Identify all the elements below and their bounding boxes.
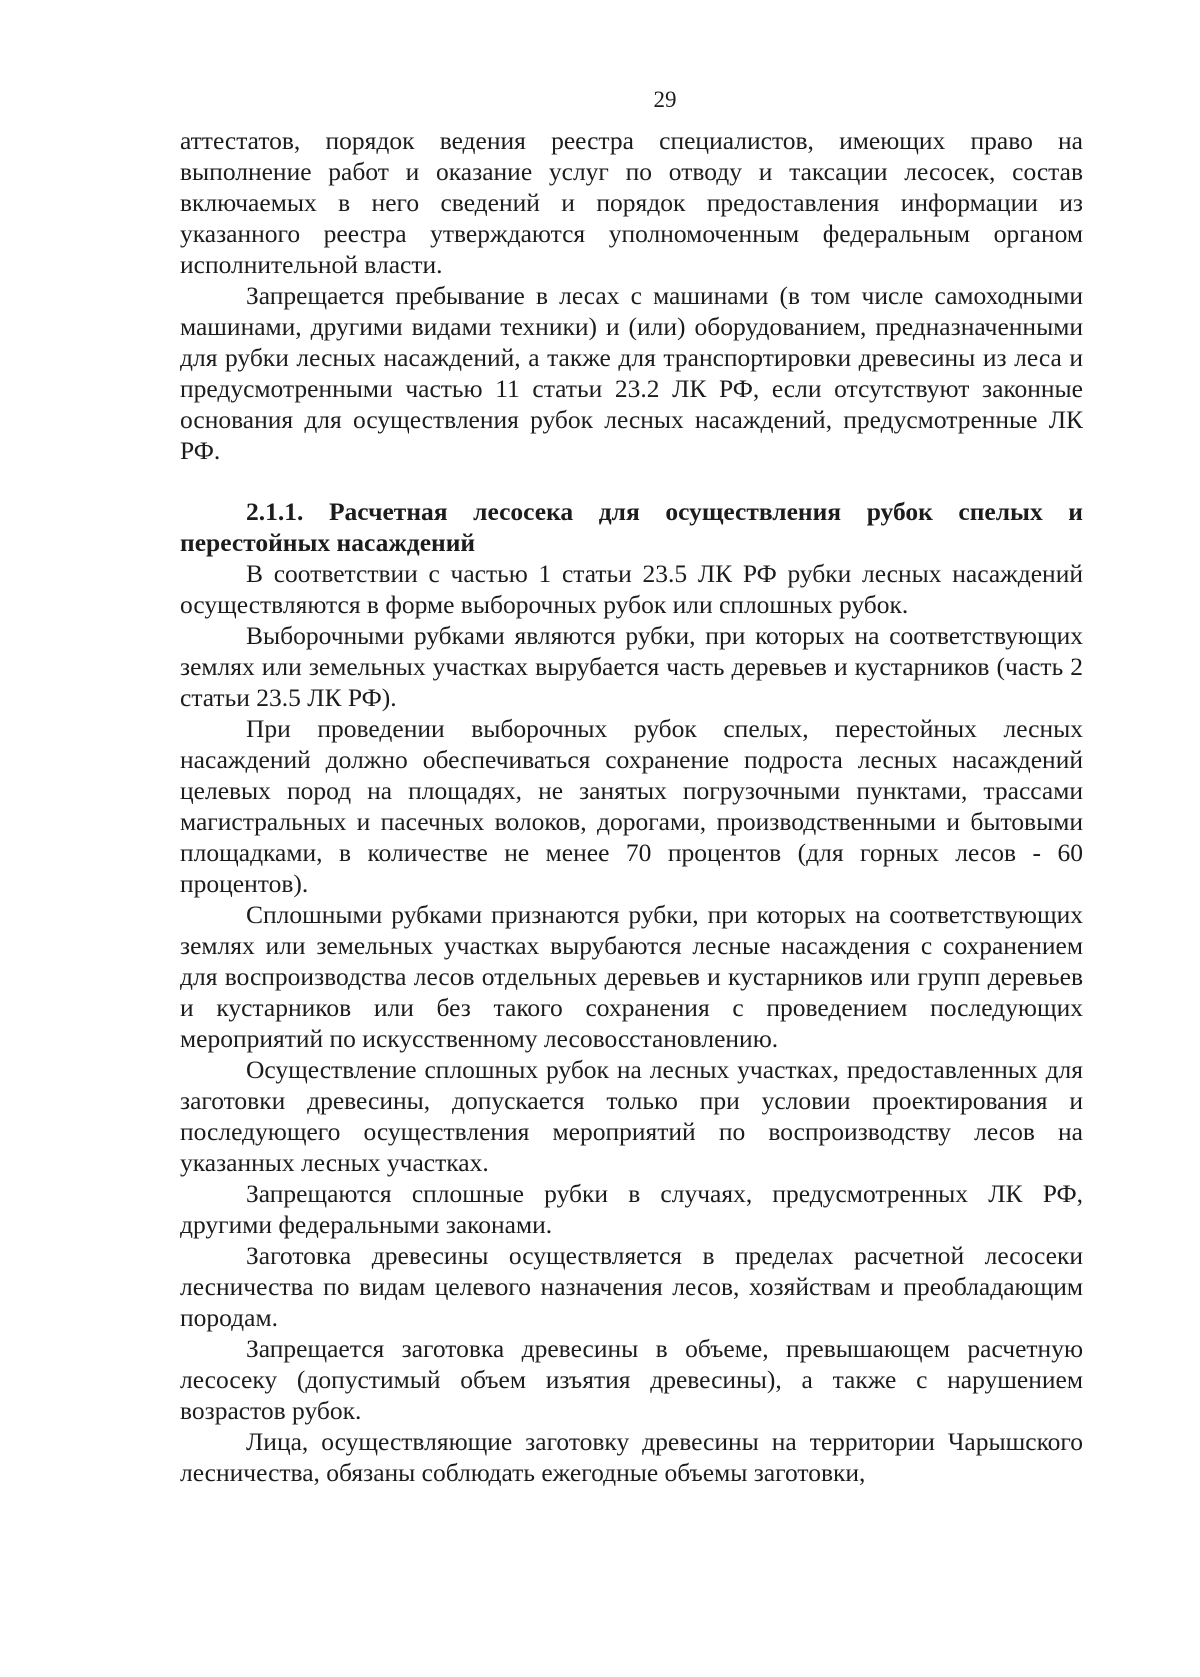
paragraph-continued: аттестатов, порядок ведения реестра специалистов, имеющих право на выполнение работ и оказание услуг по отводу и таксации лесосек, состав включаемых в него сведений и порядок предоставления информации из указанного реестра утверждаются уполномоченным федеральным органом исполнительной власти. [180, 126, 1083, 279]
paragraph-harvest-limits: Заготовка древесины осуществляется в пределах расчетной лесосеки лесничества по видам целевого назначения лесов, хозяйствам и преобладающим породам. [180, 1241, 1083, 1332]
paragraph-selective-felling: Выборочными рубками являются рубки, при которых на соответствующих землях или земельных участках вырубается часть деревьев и кустарников (часть 2 статьи 23.5 ЛК РФ). [180, 621, 1083, 712]
paragraph-persons-obligations: Лица, осуществляющие заготовку древесины на территории Чарышского лесничества, обязаны соблюдать ежегодные объемы заготовки, [180, 1427, 1083, 1487]
page-number: 29 [653, 87, 677, 112]
paragraph-clear-felling-forbidden: Запрещаются сплошные рубки в случаях, предусмотренных ЛК РФ, другими федеральными законами. [180, 1179, 1083, 1239]
paragraph-clear-felling: Сплошными рубками признаются рубки, при которых на соответствующих землях или земельных участках вырубаются лесные насаждения с сохранением для воспроизводства лесов отдельных деревьев и кустарников или групп деревьев и кустарников или без такого сохранения с проведением последующих мероприятий по искусственному лесовосстановлению. [180, 900, 1083, 1053]
paragraph-undergrowth-preservation: При проведении выборочных рубок спелых, перестойных лесных насаждений должно обеспечиваться сохранение подроста лесных насаждений целевых пород на площадях, не занятых погрузочными пунктами, трассами магистральных и пасечных волоков, дорогами, производственными и бытовыми площадками, в количестве не менее 70 процентов (для горных лесов - 60 процентов). [180, 714, 1083, 898]
document-body [180, 125, 1083, 1488]
section-heading-2-1-1: 2.1.1. Расчетная лесосека для осуществления рубок спелых и перестойных насаждений [180, 497, 1083, 557]
paragraph-harvest-excess: Запрещается заготовка древесины в объеме, превышающем расчетную лесосеку (допустимый объем изъятия древесины), а также с нарушением возрастов рубок. [180, 1334, 1083, 1425]
paragraph-machines-prohibition: Запрещается пребывание в лесах с машинами (в том числе самоходными машинами, другими видами техники) и (или) оборудованием, предназначенными для рубки лесных насаждений, а также для транспортировки древесины из леса и предусмотренными частью 11 статьи 23.2 ЛК РФ, если отсутствуют законные основания для осуществления рубок лесных насаждений, предусмотренные ЛК РФ. [180, 281, 1083, 465]
paragraph-clear-felling-allowed: Осуществление сплошных рубок на лесных участках, предоставленных для заготовки древесины, допускается только при условии проектирования и последующего осуществления мероприятий по воспроизводству лесов на указанных лесных участках. [180, 1055, 1083, 1177]
paragraph-felling-forms: В соответствии с частью 1 статьи 23.5 ЛК РФ рубки лесных насаждений осуществляются в форме выборочных рубок или сплошных рубок. [180, 559, 1083, 619]
